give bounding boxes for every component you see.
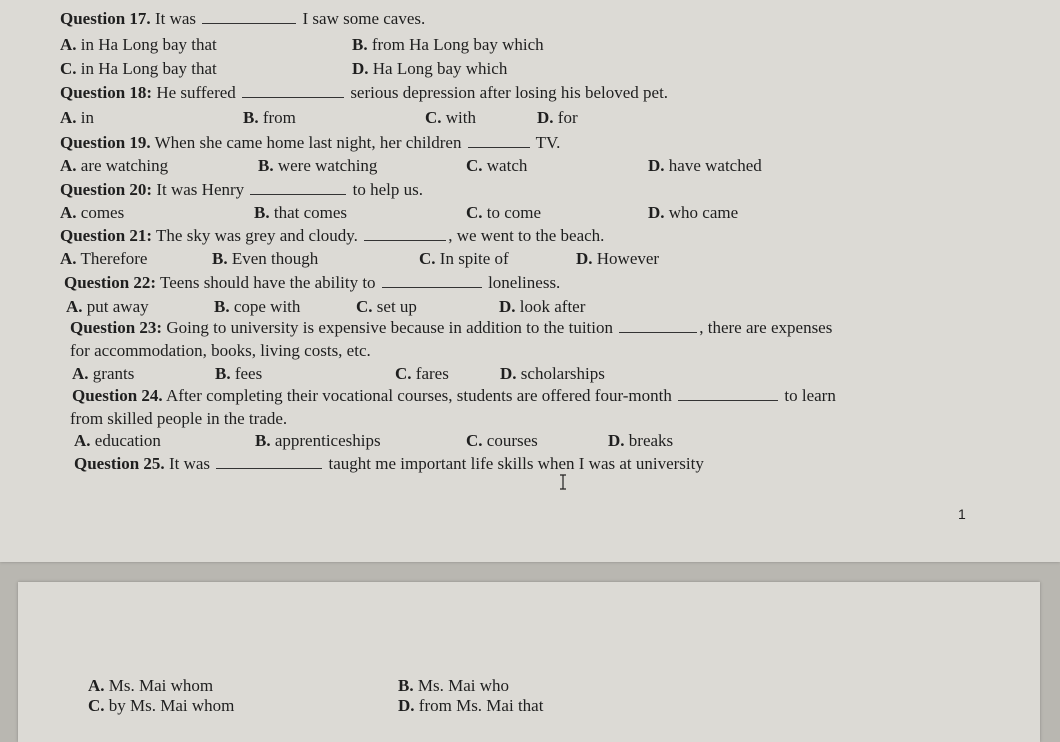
option-d: D. However: [576, 249, 660, 268]
option-a: A. put away: [66, 297, 149, 316]
page-2: [18, 582, 1040, 742]
question-24-continuation: from skilled people in the trade.: [70, 409, 288, 428]
question-18-stem: Question 18: He suffered serious depression after losing his beloved pet.: [60, 83, 669, 102]
answer-blank: [216, 454, 322, 469]
option-a: A. grants: [72, 364, 135, 383]
option-b: B. Ms. Mai who: [398, 676, 509, 695]
option-c: C. watch: [466, 156, 528, 175]
option-c: C. by Ms. Mai whom: [88, 696, 235, 715]
option-b: B. were watching: [258, 156, 378, 175]
option-c: C. fares: [395, 364, 449, 383]
option-c: C. with: [425, 108, 477, 127]
question-25-stem: Question 25. It was taught me important life skills when I was at university: [74, 454, 704, 473]
option-c: C. to come: [466, 203, 542, 222]
option-a: A. in Ha Long bay that: [60, 35, 217, 54]
question-17-stem: Question 17. It was I saw some caves.: [60, 9, 426, 28]
option-c: C. In spite of: [419, 249, 509, 268]
option-d: D. Ha Long bay which: [352, 59, 508, 78]
question-19-stem: Question 19. When she came home last night, her children TV.: [60, 133, 561, 152]
option-c: C. courses: [466, 431, 538, 450]
text-cursor-icon: [558, 474, 568, 490]
option-a: A. Therefore: [60, 249, 148, 268]
answer-blank: [468, 133, 530, 148]
answer-blank: [619, 318, 697, 333]
option-a: A. education: [74, 431, 161, 450]
option-d: D. have watched: [648, 156, 762, 175]
answer-blank: [678, 386, 778, 401]
option-b: B. Even though: [212, 249, 319, 268]
answer-blank: [242, 83, 344, 98]
option-b: B. fees: [215, 364, 263, 383]
question-20-stem: Question 20: It was Henry to help us.: [60, 180, 424, 199]
answer-blank: [364, 226, 446, 241]
option-d: D. for: [537, 108, 578, 127]
page-number: 1: [958, 506, 966, 522]
option-d: D. scholarships: [500, 364, 605, 383]
option-d: D. look after: [499, 297, 586, 316]
option-c: C. in Ha Long bay that: [60, 59, 217, 78]
question-21-stem: Question 21: The sky was grey and cloudy. , we went to the beach.: [60, 226, 605, 245]
option-a: A. are watching: [60, 156, 169, 175]
answer-blank: [202, 9, 296, 24]
question-24-stem: Question 24. After completing their vocational courses, students are offered four-month to learn: [72, 386, 836, 405]
option-d: D. from Ms. Mai that: [398, 696, 544, 715]
option-d: D. who came: [648, 203, 739, 222]
option-b: B. from: [243, 108, 296, 127]
answer-blank: [382, 273, 482, 288]
option-d: D. breaks: [608, 431, 674, 450]
question-22-stem: Question 22: Teens should have the ability to loneliness.: [64, 273, 561, 292]
option-c: C. set up: [356, 297, 417, 316]
option-a: A. Ms. Mai whom: [88, 676, 214, 695]
option-a: A. in: [60, 108, 95, 127]
answer-blank: [250, 180, 346, 195]
option-b: B. cope with: [214, 297, 301, 316]
question-23-stem: Question 23: Going to university is expensive because in addition to the tuition , there are expenses: [70, 318, 833, 337]
option-b: B. from Ha Long bay which: [352, 35, 544, 54]
option-a: A. comes: [60, 203, 125, 222]
question-23-continuation: for accommodation, books, living costs, etc.: [70, 341, 371, 360]
option-b: B. apprenticeships: [255, 431, 381, 450]
option-b: B. that comes: [254, 203, 348, 222]
